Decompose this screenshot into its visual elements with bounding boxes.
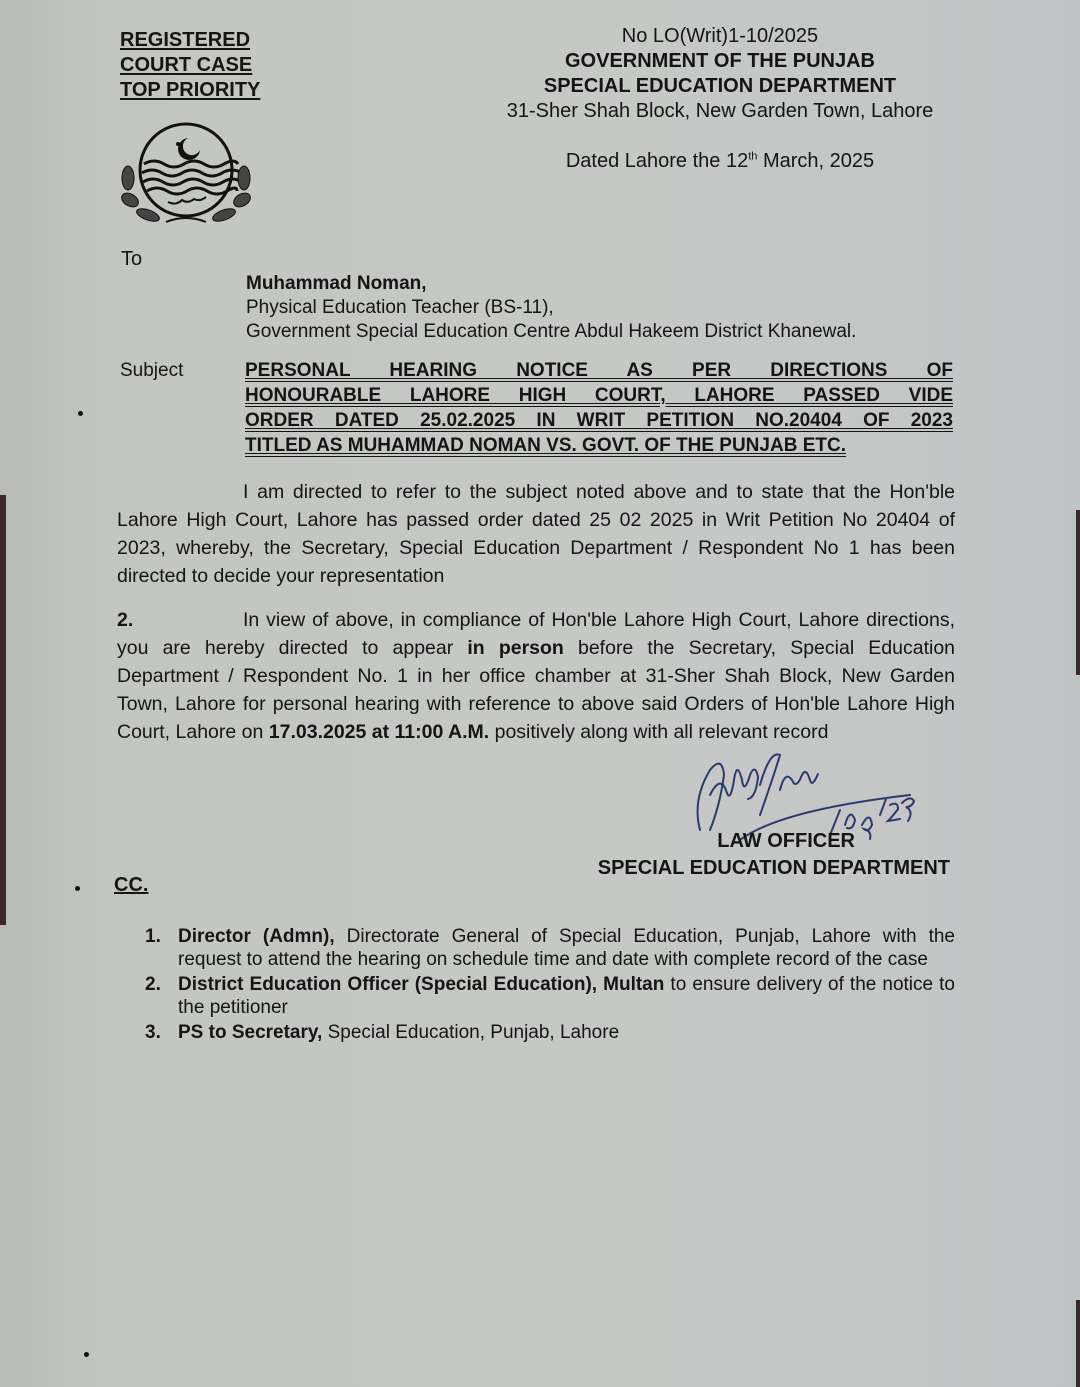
department-name: SPECIAL EDUCATION DEPARTMENT	[543, 75, 897, 97]
date-prefix: Dated Lahore the 12	[565, 150, 749, 172]
tag-court-case: COURT CASE	[120, 54, 253, 76]
page-edge-shadow	[1076, 1300, 1080, 1387]
cc-item	[145, 973, 955, 1019]
signatory-department: SPECIAL EDUCATION DEPARTMENT	[597, 857, 950, 879]
subject-label: Subject	[120, 360, 184, 381]
paragraph-2	[117, 606, 955, 746]
paragraph-2-text: positively along with all relevant record	[489, 721, 829, 743]
subject-line: HONOURABLE LAHORE HIGH COURT, LAHORE PASSED VIDE	[245, 385, 953, 406]
reference-number: No LO(Writ)1-10/2025	[621, 25, 819, 47]
cc-item-recipient: PS to Secretary,	[178, 1022, 323, 1043]
government-name: GOVERNMENT OF THE PUNJAB	[564, 50, 876, 72]
addressee-block	[246, 272, 856, 344]
hearing-datetime: 17.03.2025 at 11:00 A.M.	[268, 721, 490, 743]
cc-item-text	[178, 925, 955, 971]
cc-item-text	[178, 973, 955, 1019]
subject-text	[245, 358, 953, 458]
paragraph-2-text: before the Secretary, Special Education Department / Respondent No. 1 in her office chamber at 31-Sher Shah Block, New Garden Town, Lahore for personal hearing with reference to above said Orders of Hon'ble Lahore High Court, Lahore on	[117, 637, 956, 743]
department-address: 31-Sher Shah Block, New Garden Town, Lahore	[506, 100, 934, 122]
cc-item-number: 2.	[145, 974, 161, 995]
cc-item	[145, 925, 955, 971]
page-edge-shadow	[1076, 510, 1080, 675]
cc-label: CC.	[114, 874, 149, 896]
cc-list	[145, 925, 955, 1046]
punch-mark	[84, 1352, 89, 1357]
cc-item-number: 3.	[145, 1022, 161, 1043]
paragraph-number: 2.	[117, 609, 134, 631]
paragraph-1-text: I am directed to refer to the subject noted above and to state that the Hon'ble Lahore High Court, Lahore has passed order dated 25 02 2025 in Writ Petition No 20404 of 2023, whereby, the Secretary, Special Education Department / Respondent No 1 has been directed to decide your representation	[117, 481, 955, 587]
page-edge-shadow	[0, 495, 6, 925]
priority-tags	[120, 28, 260, 103]
cc-item-instruction: Special Education, Punjab, Lahore	[322, 1022, 620, 1043]
punch-mark	[78, 411, 83, 416]
cc-item-instruction: Directorate General of Special Education, Punjab, Lahore with the request to attend the hearing on schedule time and date with complete record of the case	[178, 926, 955, 970]
cc-item	[145, 1021, 955, 1044]
subject-line: PERSONAL HEARING NOTICE AS PER DIRECTIONS OF	[245, 360, 953, 381]
date-suffix: March, 2025	[757, 150, 875, 172]
subject-line: ORDER DATED 25.02.2025 IN WRIT PETITION NO.20404 OF 2023	[245, 410, 953, 431]
emphasis-in-person: in person	[467, 637, 564, 659]
subject-line: TITLED AS MUHAMMAD NOMAN VS. GOVT. OF THE PUNJAB ETC.	[245, 435, 846, 456]
paragraph-2-text: In view of above, in compliance of Hon'ble Lahore High Court, Lahore directions, you are hereby directed to appear	[117, 609, 955, 659]
date-line	[470, 150, 970, 173]
date-superscript: th	[748, 150, 758, 163]
addressee-name: Muhammad Noman,	[246, 273, 427, 294]
punch-mark	[75, 886, 80, 891]
cc-item-number: 1.	[145, 926, 161, 947]
tag-registered: REGISTERED	[120, 29, 251, 51]
cc-item-recipient: District Education Officer (Special Education), Multan	[178, 974, 665, 995]
signatory-title: LAW OFFICER	[717, 830, 855, 852]
addressee-designation: Physical Education Teacher (BS-11),	[246, 297, 554, 318]
cc-item-recipient: Director (Admn),	[178, 926, 335, 947]
punjab-emblem-icon	[116, 118, 256, 228]
signatory-block	[560, 828, 950, 882]
paragraph-1	[117, 478, 955, 590]
letterhead	[470, 24, 970, 124]
to-label: To	[121, 248, 143, 270]
addressee-office: Government Special Education Centre Abdul Hakeem District Khanewal.	[246, 321, 857, 342]
cc-item-instruction: to ensure delivery of the notice to the petitioner	[178, 974, 955, 1018]
tag-top-priority: TOP PRIORITY	[120, 79, 261, 101]
cc-item-text	[178, 1021, 955, 1044]
